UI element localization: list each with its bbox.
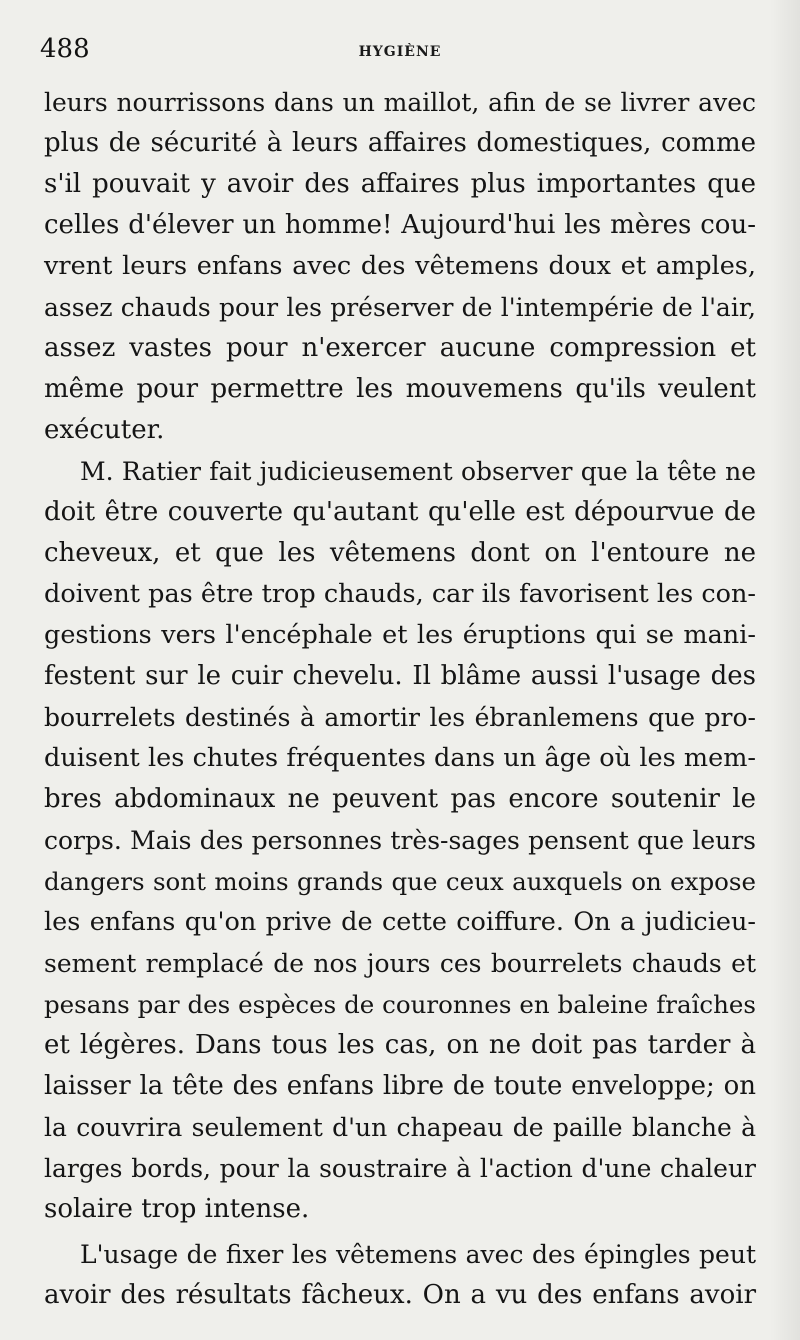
text-line: L'usage de fixer les vêtemens avec des épingles peut xyxy=(80,1240,756,1269)
text-line: laisser la tête des enfans libre de toute enveloppe; on xyxy=(44,1071,756,1101)
text-line: exécuter. xyxy=(44,415,165,445)
text-line: bres abdominaux ne peuvent pas encore soutenir le xyxy=(44,784,756,814)
paragraph-3 xyxy=(44,1234,756,1316)
text-line: même pour permettre les mouvemens qu'ils veulent xyxy=(44,374,756,404)
text-line: doit être couverte qu'autant qu'elle est dépourvue de xyxy=(44,497,756,527)
text-line: larges bords, pour la soustraire à l'action d'une chaleur xyxy=(44,1154,756,1183)
text-line: festent sur le cuir chevelu. Il blâme aussi l'usage des xyxy=(44,661,756,691)
page-number: 488 xyxy=(40,34,90,64)
text-line: celles d'élever un homme! Aujourd'hui les mères cou- xyxy=(44,210,756,240)
paragraph-2 xyxy=(44,451,756,1230)
text-line: bourrelets destinés à amortir les ébranlemens que pro- xyxy=(44,703,756,732)
text-line: assez vastes pour n'exercer aucune compression et xyxy=(44,333,756,363)
text-line: avoir des résultats fâcheux. On a vu des enfans avoir xyxy=(44,1280,756,1310)
text-line: la couvrira seulement d'un chapeau de paille blanche à xyxy=(44,1113,756,1142)
page-header xyxy=(40,34,760,78)
page-edge-shadow xyxy=(770,0,800,1340)
text-line: gestions vers l'encéphale et les éruptions qui se mani- xyxy=(44,620,756,650)
text-line: s'il pouvait y avoir des affaires plus importantes que xyxy=(44,169,756,199)
text-line: M. Ratier fait judicieusement observer que la tête ne xyxy=(80,457,756,486)
text-line: sement remplacé de nos jours ces bourrelets chauds et xyxy=(44,949,756,978)
text-line: corps. Mais des personnes très-sages pensent que leurs xyxy=(44,826,756,855)
text-line: doivent pas être trop chauds, car ils favorisent les con- xyxy=(44,579,756,609)
text-line: et légères. Dans tous les cas, on ne doit pas tarder à xyxy=(44,1030,756,1060)
text-line: plus de sécurité à leurs affaires domestiques, comme xyxy=(44,128,756,158)
text-line: leurs nourrissons dans un maillot, afin de se livrer avec xyxy=(44,88,756,117)
text-line: pesans par des espèces de couronnes en baleine fraîches xyxy=(44,990,756,1019)
page-body xyxy=(44,82,756,1316)
text-line: les enfans qu'on prive de cette coiffure. On a judicieu- xyxy=(44,907,756,937)
text-line: vrent leurs enfans avec des vêtemens doux et amples, xyxy=(44,251,756,281)
text-line: duisent les chutes fréquentes dans un âge où les mem- xyxy=(44,743,756,773)
paragraph-1 xyxy=(44,82,756,451)
text-line: cheveux, et que les vêtemens dont on l'entoure ne xyxy=(44,538,756,568)
text-line: assez chauds pour les préserver de l'intempérie de l'air, xyxy=(44,293,756,322)
text-line: dangers sont moins grands que ceux auxquels on expose xyxy=(44,867,756,896)
text-line: solaire trop intense. xyxy=(44,1194,310,1224)
running-head: HYGIÈNE xyxy=(358,44,442,60)
